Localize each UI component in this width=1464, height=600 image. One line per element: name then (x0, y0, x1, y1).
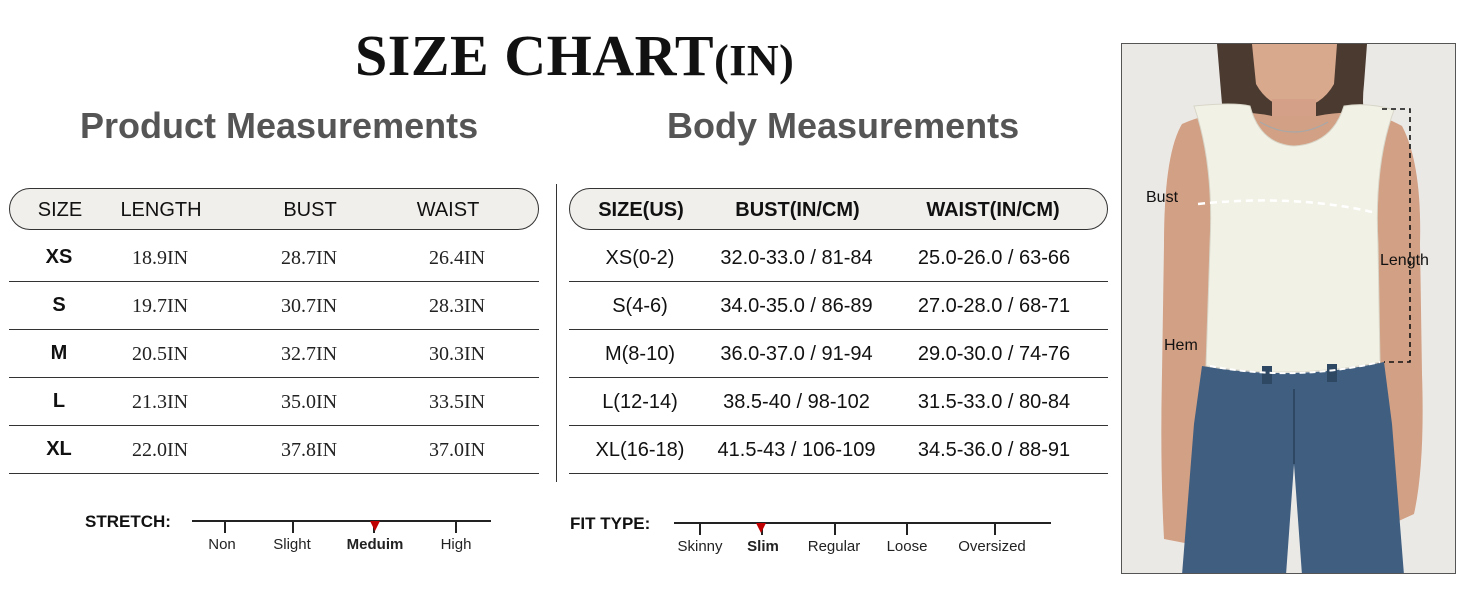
stretch-scale-line (192, 520, 491, 522)
fit-tick (699, 523, 701, 535)
stretch-option-slight: Slight (273, 536, 311, 553)
product-waist: 26.4IN (428, 247, 486, 269)
fit-option-loose: Loose (886, 538, 928, 555)
body-col-waist: WAIST(IN/CM) (926, 199, 1060, 221)
body-bust: 38.5-40 / 98-102 (723, 391, 870, 413)
body-waist: 25.0-26.0 / 63-66 (917, 247, 1071, 269)
body-col-bust: BUST(IN/CM) (735, 199, 860, 221)
bust-label: Bust (1146, 189, 1179, 206)
fit-tick (994, 523, 996, 535)
product-size: M (50, 342, 68, 364)
table-row (569, 426, 1108, 474)
body-col-size: SIZE(US) (598, 199, 684, 221)
body-size: M(8-10) (604, 343, 675, 365)
product-size: S (52, 294, 66, 316)
stretch-marker-icon (370, 521, 380, 531)
table-row (569, 282, 1108, 330)
stretch-label: STRETCH: (85, 512, 171, 531)
model-illustration (1122, 44, 1456, 574)
fit-option-oversized: Oversized (958, 538, 1026, 555)
stretch-option-non: Non (208, 536, 236, 553)
page-title-unit: (IN) (714, 36, 795, 85)
page-title-text: SIZE CHART (355, 23, 715, 88)
body-waist: 34.5-36.0 / 88-91 (917, 439, 1071, 461)
table-row (569, 234, 1108, 282)
stretch-option-high: High (440, 536, 472, 553)
fit-option-slim: Slim (747, 538, 779, 555)
product-length: 22.0IN (131, 439, 189, 461)
length-label: Length (1380, 252, 1429, 269)
fit-tick (834, 523, 836, 535)
product-size: L (52, 390, 66, 412)
table-row (9, 426, 539, 474)
product-bust: 35.0IN (280, 391, 338, 413)
table-row (9, 330, 539, 378)
table-row (569, 378, 1108, 426)
fit-option-skinny: Skinny (677, 538, 723, 555)
product-waist: 37.0IN (428, 439, 486, 461)
body-waist: 29.0-30.0 / 74-76 (917, 343, 1071, 365)
product-bust: 28.7IN (280, 247, 338, 269)
product-col-length: LENGTH (120, 199, 202, 221)
page-title (355, 22, 855, 89)
body-table-header (569, 188, 1108, 230)
product-measurements-table (9, 188, 539, 478)
product-length: 18.9IN (131, 247, 189, 269)
column-divider (556, 184, 557, 482)
fit-marker-icon (756, 523, 766, 533)
model-photo (1121, 43, 1456, 574)
body-bust: 41.5-43 / 106-109 (717, 439, 876, 461)
table-row (9, 282, 539, 330)
body-measurements-heading: Body Measurements (667, 105, 1020, 146)
stretch-tick (292, 521, 294, 533)
stretch-tick (455, 521, 457, 533)
body-bust: 34.0-35.0 / 86-89 (720, 295, 873, 317)
product-bust: 30.7IN (280, 295, 338, 317)
product-col-bust: BUST (283, 199, 337, 221)
product-table-header (9, 188, 539, 230)
body-measurements-table (569, 188, 1108, 478)
product-size: XS (45, 246, 73, 268)
product-measurements-heading: Product Measurements (80, 105, 479, 146)
body-bust: 36.0-37.0 / 91-94 (720, 343, 873, 365)
product-length: 19.7IN (131, 295, 189, 317)
product-length: 21.3IN (131, 391, 189, 413)
product-length: 20.5IN (131, 343, 189, 365)
table-row (569, 330, 1108, 378)
product-col-waist: WAIST (416, 199, 480, 221)
product-waist: 28.3IN (428, 295, 486, 317)
fit-type-label: FIT TYPE: (570, 514, 651, 533)
product-bust: 37.8IN (280, 439, 338, 461)
fit-option-regular: Regular (807, 538, 861, 555)
fit-tick (906, 523, 908, 535)
product-waist: 30.3IN (428, 343, 486, 365)
body-size: XS(0-2) (605, 247, 675, 269)
body-size: S(4-6) (612, 295, 668, 317)
stretch-option-medium: Meduim (346, 536, 404, 553)
table-row (9, 378, 539, 426)
body-bust: 32.0-33.0 / 81-84 (720, 247, 873, 269)
hem-label: Hem (1164, 337, 1198, 354)
table-row (9, 234, 539, 282)
stretch-scale (85, 512, 505, 562)
body-size: L(12-14) (602, 391, 678, 413)
product-waist: 33.5IN (428, 391, 486, 413)
fit-type-scale (570, 514, 1055, 564)
product-bust: 32.7IN (280, 343, 338, 365)
body-size: XL(16-18) (595, 439, 685, 461)
body-waist: 27.0-28.0 / 68-71 (917, 295, 1071, 317)
product-size: XL (46, 438, 72, 460)
stretch-tick (224, 521, 226, 533)
body-waist: 31.5-33.0 / 80-84 (917, 391, 1071, 413)
product-col-size: SIZE (37, 199, 83, 221)
